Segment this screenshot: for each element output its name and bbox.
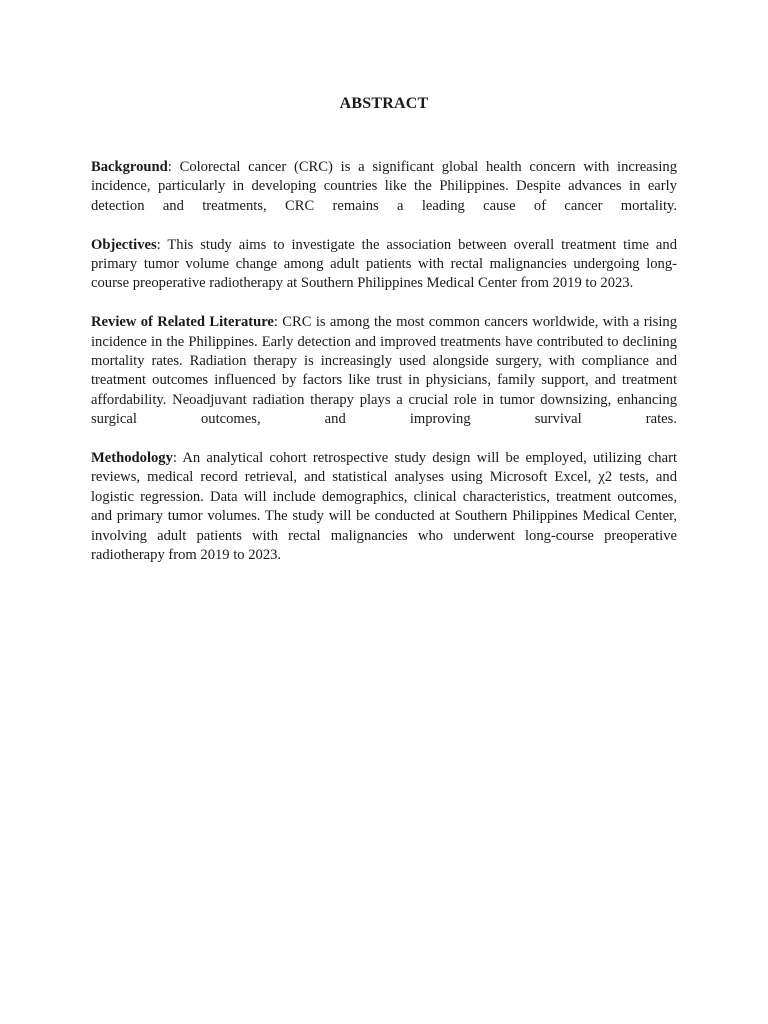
section-heading-review: Review of Related Literature [91, 314, 274, 331]
section-review-of-related-literature [91, 313, 677, 429]
section-text-methodology: : An analytical cohort retrospective study design will be employed, utilizing chart reviews, medical record retrieval, and statistical analyses using Microsoft Excel, χ2 tests, and logistic regression. Data will include demographics, clinical characteristics, treatment outcomes, and primary tumor volumes. The study will be conducted at Southern Philippines Medical Center, involving adult patients with rectal malignancies who underwent long-course preoperative radiotherapy from 2019 to 2023. [91, 450, 677, 564]
section-text-objectives: : This study aims to investigate the association between overall treatment time and primary tumor volume change among adult patients with rectal malignancies undergoing long-course preoperative radiotherapy at Southern Philippines Medical Center from 2019 to 2023. [91, 236, 677, 292]
section-background [91, 158, 677, 216]
section-text-review: : CRC is among the most common cancers worldwide, with a rising incidence in the Philippines. Early detection and improved treatments have contributed to declining mortality rates. Radiation therapy is increasingly used alongside surgery, with compliance and treatment outcomes influenced by factors like trust in physicians, family support, and treatment affordability. Neoadjuvant radiation therapy plays a crucial role in tumor downsizing, enhancing surgical outcomes, and improving survival rates. [91, 314, 677, 428]
section-methodology [91, 449, 677, 565]
abstract-title: ABSTRACT [339, 95, 429, 112]
section-text-background: : Colorectal cancer (CRC) is a significant global health concern with increasing incidence, particularly in developing countries like the Philippines. Despite advances in early detection and treatments, CRC remains a leading cause of cancer mortality. [91, 159, 677, 214]
section-heading-methodology: Methodology [91, 450, 173, 467]
section-heading-background: Background [91, 159, 168, 175]
abstract-body [91, 158, 677, 585]
section-objectives [91, 236, 677, 294]
section-heading-objectives: Objectives [91, 236, 157, 253]
